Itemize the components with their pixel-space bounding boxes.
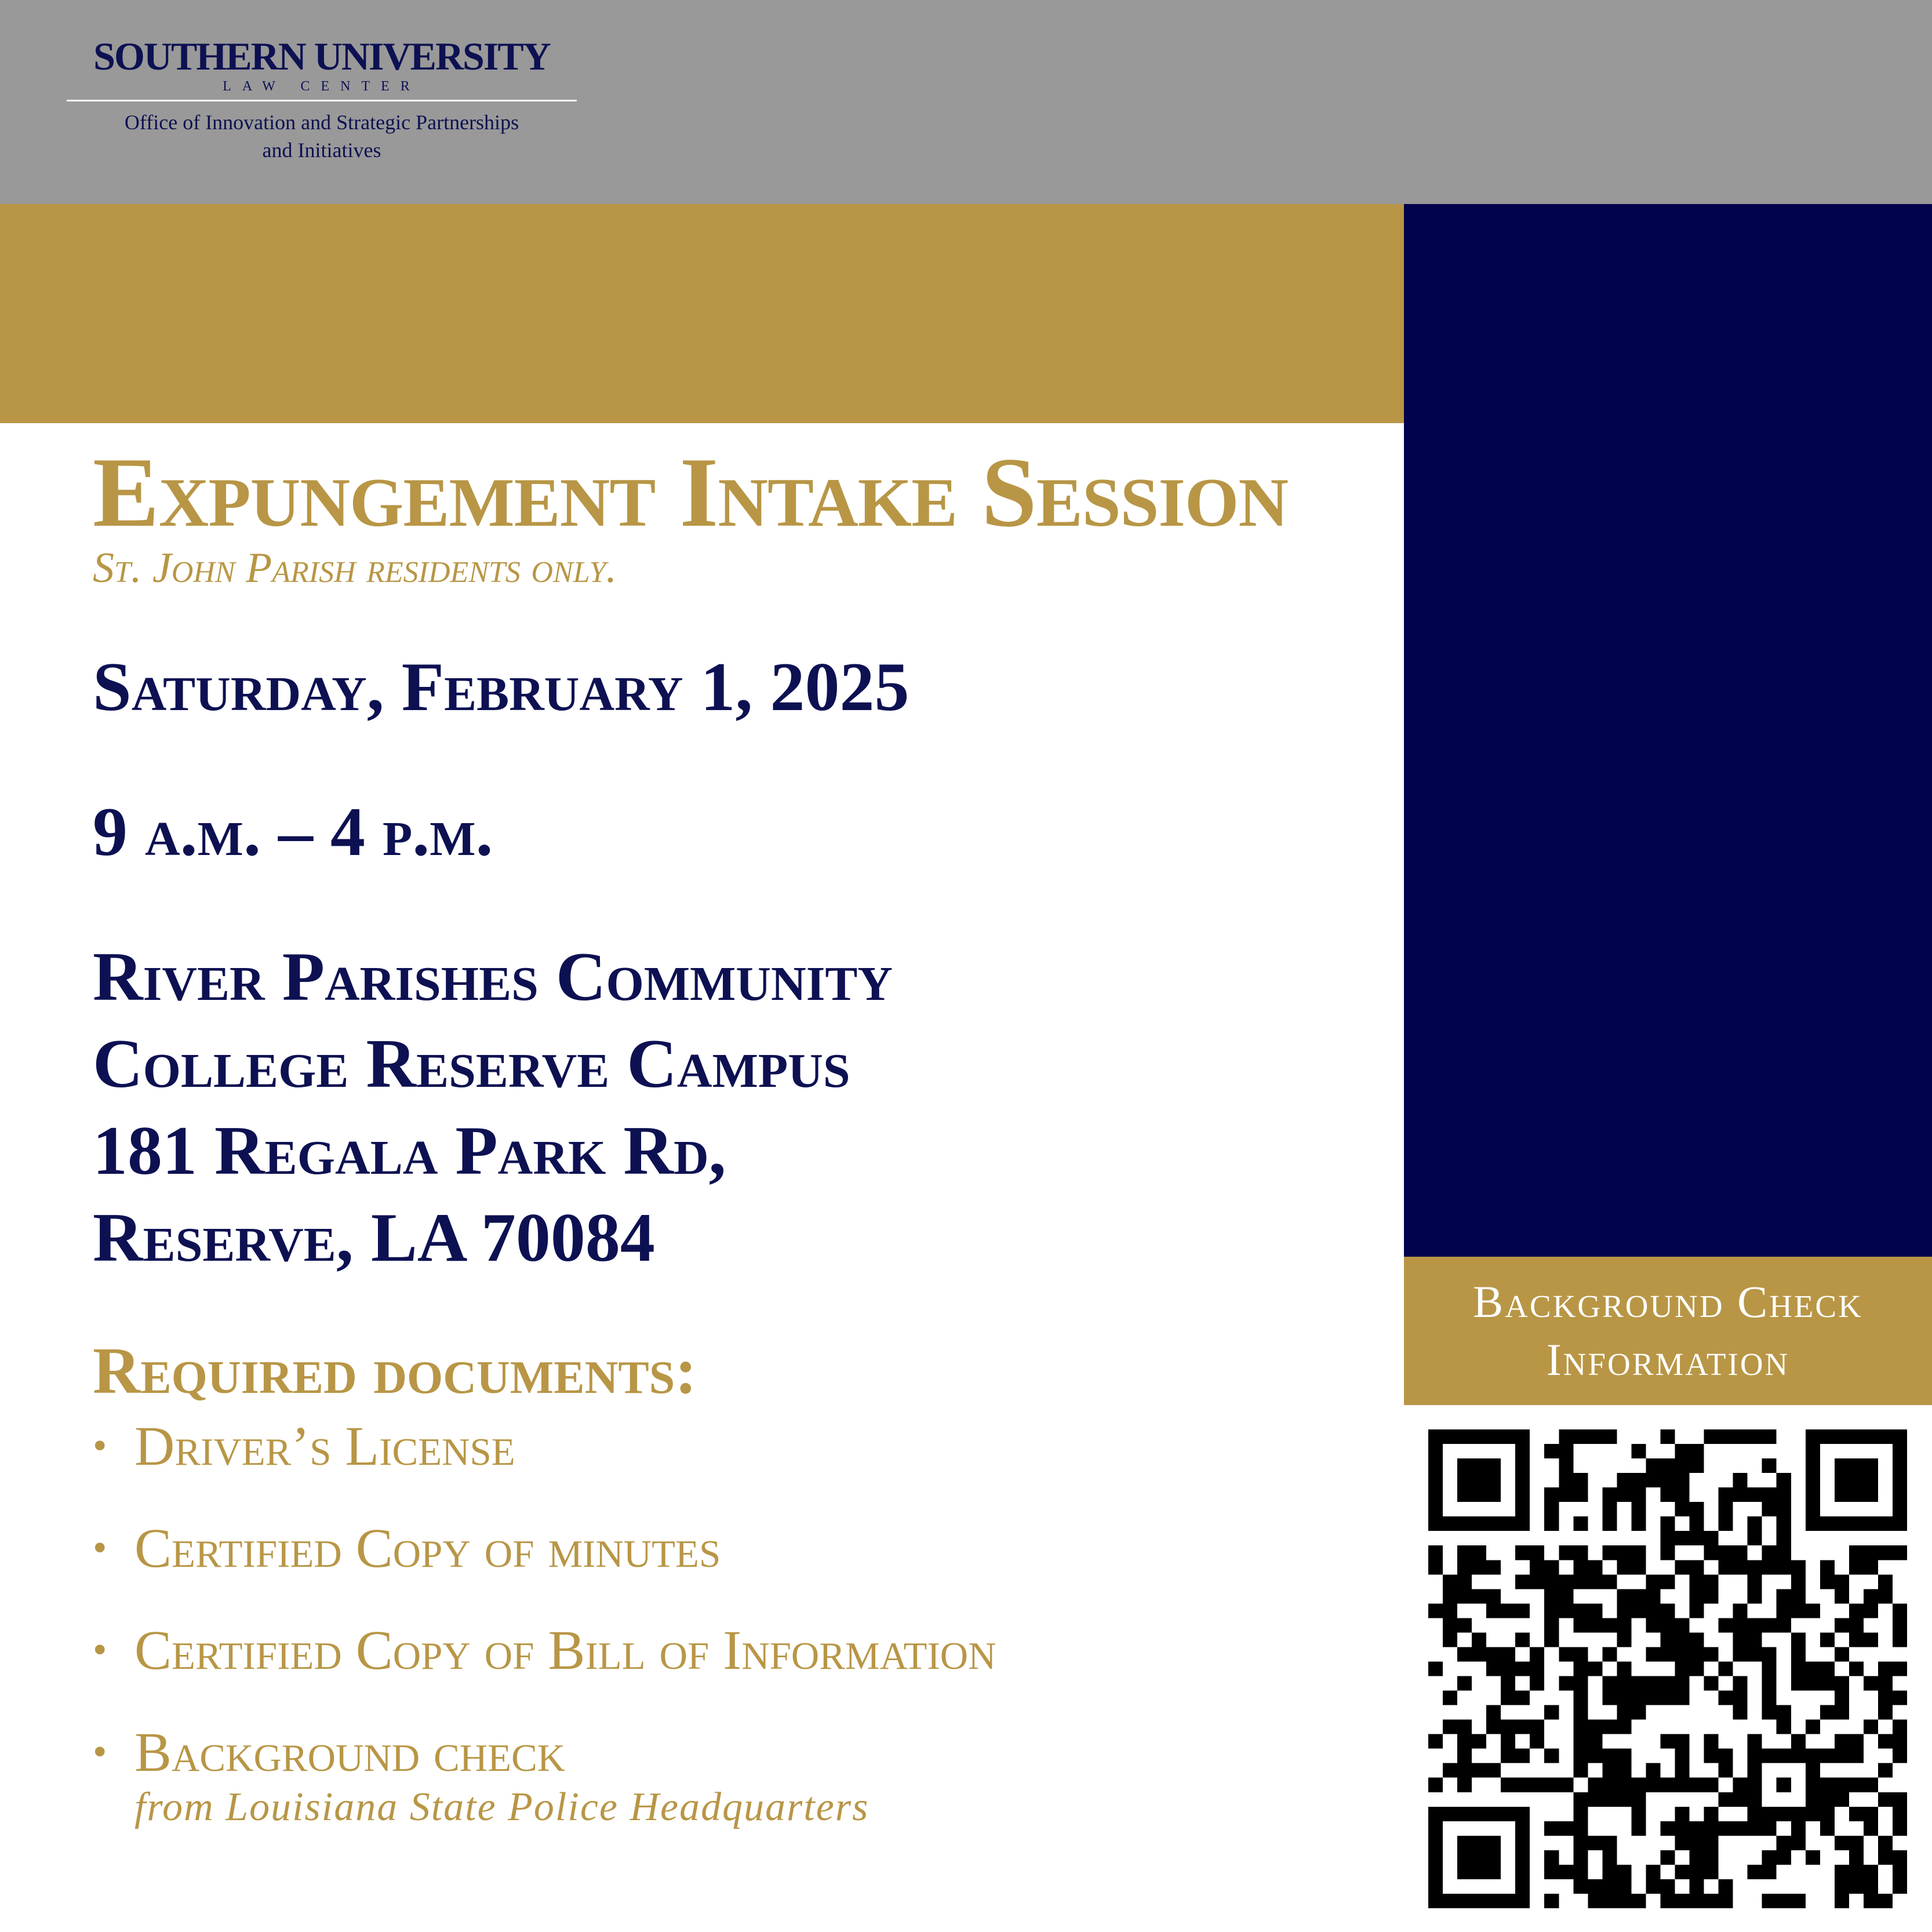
background-check-line-1: Background Check xyxy=(1473,1276,1863,1327)
event-location xyxy=(93,933,1391,1281)
event-subtitle: St. John Parish residents only. xyxy=(93,544,617,592)
list-item xyxy=(93,1414,1391,1478)
office-line-2: and Initiatives xyxy=(262,139,381,162)
list-item xyxy=(93,1516,1391,1580)
document-label: Certified Copy of minutes xyxy=(134,1517,721,1579)
bullet-icon: • xyxy=(93,1628,107,1672)
navy-panel xyxy=(1404,204,1932,1257)
document-label: Driver’s License xyxy=(134,1415,515,1477)
document-label: Certified Copy of Bill of Information xyxy=(134,1619,996,1681)
list-item xyxy=(93,1618,1391,1682)
logo-subtitle: LAW CENTER xyxy=(223,79,421,94)
office-name xyxy=(67,108,577,164)
required-documents-title: Required documents: xyxy=(93,1334,697,1407)
bullet-icon: • xyxy=(93,1730,107,1774)
qr-code-area[interactable] xyxy=(1404,1405,1932,1932)
background-check-label xyxy=(1404,1257,1932,1405)
background-check-line-2: Information xyxy=(1546,1334,1790,1385)
gold-banner xyxy=(0,204,1404,423)
location-line-2: College Reserve Campus xyxy=(93,1025,850,1102)
required-documents-list xyxy=(93,1414,1391,1831)
header-bar xyxy=(0,0,1932,204)
event-date: Saturday, February 1, 2025 xyxy=(93,648,909,725)
logo-name: SOUTHERN UNIVERSITY xyxy=(93,34,550,78)
location-line-4: Reserve, LA 70084 xyxy=(93,1199,655,1276)
bullet-icon: • xyxy=(93,1526,107,1570)
office-line-1: Office of Innovation and Strategic Partnerships xyxy=(124,111,519,134)
location-line-3: 181 Regala Park Rd, xyxy=(93,1112,726,1189)
bullet-icon: • xyxy=(93,1424,107,1468)
event-title: Expungement Intake Session xyxy=(93,438,1289,548)
logo-divider xyxy=(67,100,577,101)
list-item xyxy=(93,1720,1391,1831)
event-time: 9 a.m. – 4 p.m. xyxy=(93,793,493,870)
document-label: Background check xyxy=(134,1721,566,1783)
qr-code-icon[interactable] xyxy=(1428,1429,1907,1908)
main-content xyxy=(93,438,1391,1831)
university-logo xyxy=(67,35,577,164)
background-check-note: from Louisiana State Police Headquarters xyxy=(134,1785,869,1829)
location-line-1: River Parishes Community xyxy=(93,938,893,1015)
